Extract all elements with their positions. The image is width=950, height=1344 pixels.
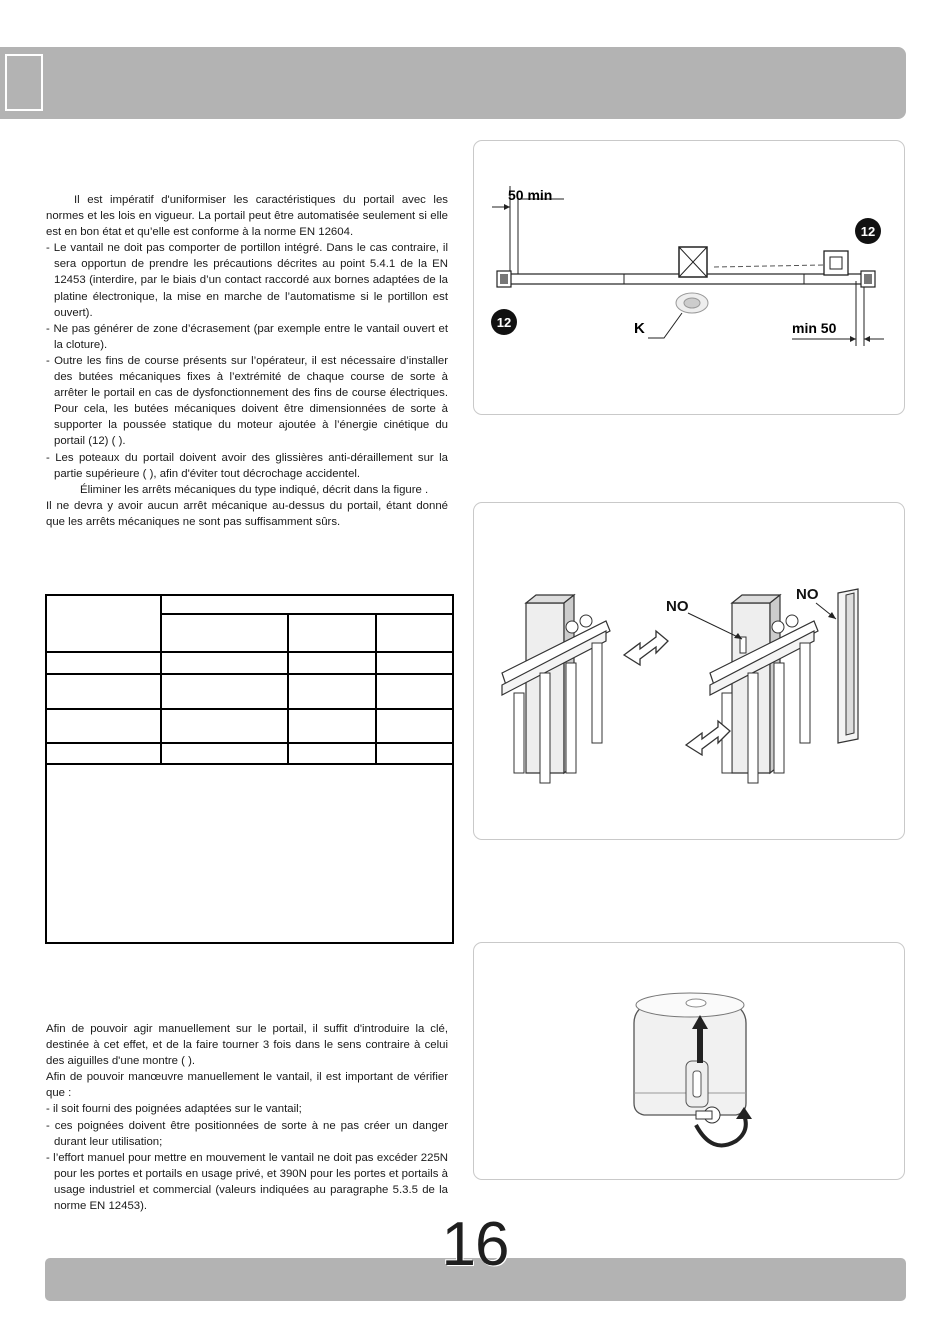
bullet-manual-force: - l’effort manuel pour mettre en mouvement le vantail ne doit pas excéder 225N pour les portes et portails en usage privé, et 390N pour les portes et portails à usage industriel et commercial (valeurs indiquées au paragraphe 5.3.5 de la norme EN 12453). xyxy=(46,1151,448,1213)
dimension-label-top: 50 min xyxy=(508,187,553,203)
pinion-label-k: K xyxy=(634,320,645,337)
svg-text:12: 12 xyxy=(496,315,512,330)
bullet-wicket-door: - Le vantail ne doit pas comporter de portillon intégré. Dans le cas contraire, il sera opportun de prendre les précautions décrites au point 5.4.1 de la EN 12453 (interdire, par le biais d’un contact raccordé aux bornes adaptées de la platine électronique, la mise en marche de l’automatisme si le portillon est ouvert). xyxy=(46,242,448,319)
manual-check-intro: Afin de pouvoir manœuvre manuellement le vantail, il est important de vérifier que : xyxy=(46,1071,448,1100)
svg-text:12: 12 xyxy=(860,224,876,239)
figure-gate-stops xyxy=(473,140,905,415)
bullet-handle-position: - ces poignées doivent être positionnées de sorte à ne pas créer un danger durant leur utilisation; xyxy=(46,1119,448,1148)
installation-requirements-text xyxy=(46,192,448,530)
note-remove-stops: Éliminer les arrêts mécaniques du type indiqué, décrit dans la figure . xyxy=(80,483,429,496)
header-tab xyxy=(5,54,43,111)
header-bar xyxy=(0,47,906,119)
label-no-right: NO xyxy=(796,586,819,603)
bullet-guide-rails: - Les poteaux du portail doivent avoir des glissières anti-déraillement sur la partie supérieure ( ), afin d'éviter tout décrochage accidentel. xyxy=(46,451,448,480)
closing-paragraph: Il ne devra y avoir aucun arrêt mécanique au-dessus du portail, étant donné que les arrêts mécaniques ne sont pas suffisamment sûrs. xyxy=(46,499,448,528)
page-number: 16 xyxy=(441,1210,509,1279)
bullet-handles: - il soit fourni des poignées adaptées sur le vantail; xyxy=(46,1103,302,1116)
specification-table xyxy=(45,594,454,944)
intro-paragraph: Il est impératif d'uniformiser les caractéristiques du portail avec les normes et les lois en vigueur. La portail peut être automatisée seulement si elle est en bon état et qu’elle est conforme à la norme EN 12604. xyxy=(46,194,448,239)
figure-manual-release xyxy=(473,942,905,1180)
manual-release-paragraph: Afin de pouvoir agir manuellement sur le portail, il suffit d'introduire la clé, destinée à cet effet, et de la faire tourner 3 fois dans le sens contraire à celui des aiguilles d'une montre ( ). xyxy=(46,1023,448,1068)
bullet-crush-zone: - Ne pas générer de zone d’écrasement (par exemple entre le vantail ouvert et la cloture). xyxy=(46,322,448,351)
label-no-left: NO xyxy=(666,598,689,615)
bullet-mechanical-stops: - Outre les fins de course présents sur l’opérateur, il est nécessaire d’installer des butées mécaniques fixes à l’extrémité de chaque course de sorte à arrêter le portail en cas de dysfonctionnement des fins de course électriques. Pour cela, les butées mécaniques doivent être dimensionnées de sorte à supporter la poussée statique du moteur ajoutée à l’énergie cinétique du portail (12) ( ). xyxy=(46,354,448,448)
figure-guide-posts xyxy=(473,502,905,840)
dimension-label-bottom: min 50 xyxy=(792,320,837,336)
manual-release-text xyxy=(46,1021,448,1214)
